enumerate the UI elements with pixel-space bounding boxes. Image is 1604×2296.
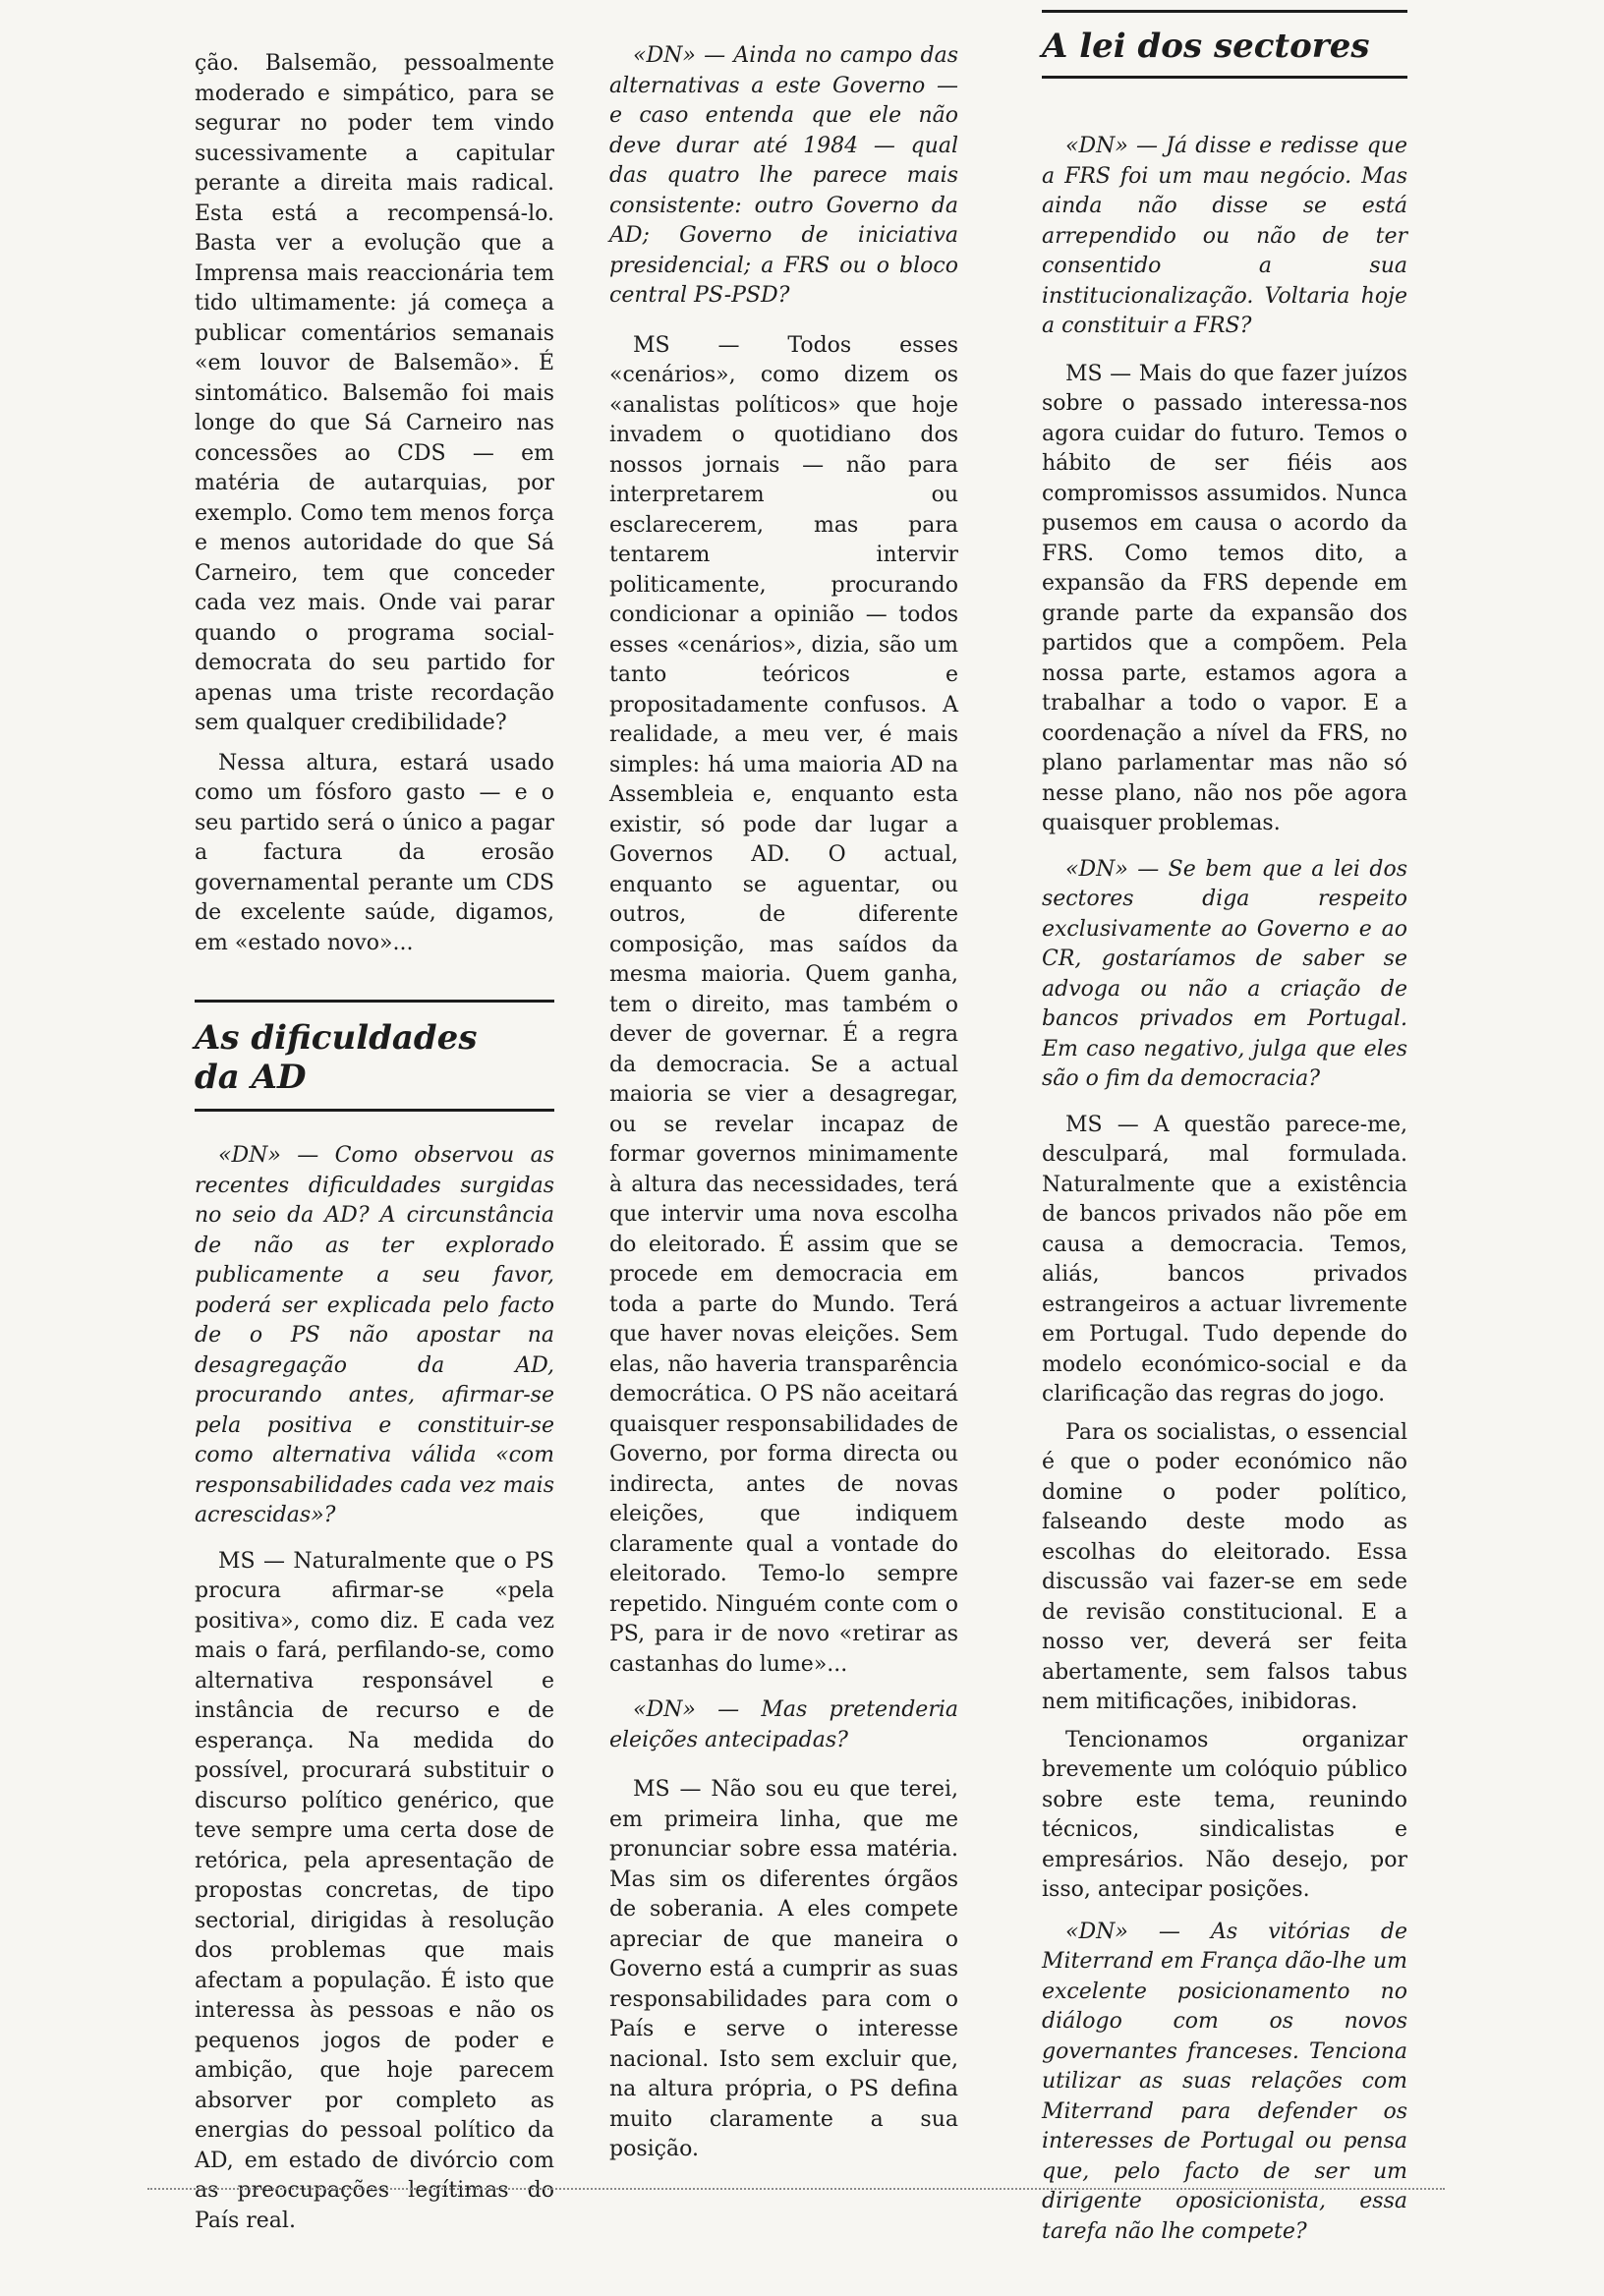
interview-answer: MS — Naturalmente que o PS procura afirmar-se «pela positiva», como diz. E cada vez mais o fará, perfilando-se, como alternativa responsável e instância de recurso e de esperança. Na medida do possível, procurará substituir o discurso político genérico, que teve sempre uma certa dose de retórica, pela apresentação de propostas concretas, de tipo sectorial, dirigidas à resolução dos problemas que mais afectam a população. É isto que interessa às pessoas e não os pequenos jogos de poder e ambição, que hoje parecem absorver por completo as energias do pessoal político da AD, em estado de divórcio com as preocupações legítimas do País real. — [195, 1548, 554, 2233]
interview-question: «DN» — Já disse e redisse que a FRS foi um mau negócio. Mas ainda não disse se está arrependido ou não de ter consentido a sua institucionalização. Voltaria hoje a constituir a FRS? — [1042, 134, 1407, 338]
interview-answer: MS — Não sou eu que terei, em primeira linha, que me pronunciar sobre essa matéria. Mas sim os diferentes órgãos de soberania. A eles compete apreciar de que maneira o Governo está a cumprir as suas responsabilidades para com o País e serve o interesse nacional. Isto sem excluir que, na altura própria, o PS defina muito claramente a sua posição. — [609, 1777, 958, 2161]
article-paragraph: ção. Balsemão, pessoalmente moderado e simpático, para se segurar no poder tem vindo sucessivamente a capitular perante a direita mais radical. Esta está a recompensá-lo. Basta ver a evolução que a Imprensa mais reaccionária tem tido ultimamente: já começa a publicar comentários semanais «em louvor de Balsemão». É sintomático. Balsemão foi mais longe do que Sá Carneiro nas concessões ao CDS — em matéria de autarquias, por exemplo. Como tem menos força e menos autoridade do que Sá Carneiro, tem que conceder cada vez mais. Onde vai parar quando o programa social-democrata do seu partido for apenas uma triste recordação sem qualquer credibilidade? — [195, 51, 554, 735]
scan-noise-line — [147, 2188, 1445, 2192]
column-1 — [195, 49, 554, 2236]
interview-question: «DN» — As vitórias de Miterrand em França dão-lhe um excelente posicionamento no diálogo com os novos governantes franceses. Tenciona utilizar as suas relações com Miterrand para defender os interesses de Portugal ou pensa que, pelo facto de ser um dirigente oposicionista, essa tarefa não lhe compete? — [1042, 1919, 1407, 2244]
column-2 — [609, 41, 958, 2165]
section-heading-lei-sectores: A lei dos sectores — [1042, 27, 1370, 66]
interview-question: «DN» — Ainda no campo das alternativas a este Governo — e caso entenda que ele não deve durar até 1984 — qual das quatro lhe parece mais consistente: outro Governo da AD; Governo de iniciativa presidencial; a FRS ou o bloco central PS-PSD? — [609, 43, 958, 308]
interview-question: «DN» — Mas pretenderia eleições antecipadas? — [609, 1697, 958, 1752]
article-paragraph: Tencionamos organizar brevemente um colóquio público sobre este tema, reunindo técnicos, sindicalistas e empresários. Não desejo, por isso, antecipar posições. — [1042, 1727, 1407, 1902]
interview-answer: MS — Todos esses «cenários», como dizem os «analistas políticos» que hoje invadem o quotidiano dos nossos jornais — não para interpretarem ou esclarecerem, mas para tentarem intervir politicamente, procurando condicionar a opinião — todos esses «cenários», dizia, são um tanto teóricos e propositadamente confusos. A realidade, a meu ver, é mais simples: há uma maioria AD na Assembleia e, enquanto esta existir, só pode dar lugar a Governos AD. O actual, enquanto se aguentar, ou outros, de diferente composição, mas saídos da mesma maioria. Quem ganha, tem o direito, mas também o dever de governar. É a regra da democracia. Se a actual maioria se vier a desagregar, ou se revelar incapaz de formar governos minimamente à altura das necessidades, terá que intervir uma nova escolha do eleitorado. É assim que se procede em democracia em toda a parte do Mundo. Terá que haver novas eleições. Sem elas, não haveria transparência democrática. O PS não aceitará quaisquer responsabilidades de Governo, por forma directa ou indirecta, antes de novas eleições, que indiquem claramente qual a vontade do eleitorado. Temo-lo sempre repetido. Ninguém conte com o PS, para ir de novo «retirar as castanhas do lume»... — [609, 332, 958, 1677]
interview-answer: MS — Mais do que fazer juízos sobre o passado interessa-nos agora cuidar do futuro. Temos o hábito de ser fiéis aos compromissos assumidos. Nunca pusemos em causa o acordo da FRS. Como temos dito, a expansão da FRS depende em grande parte da expansão dos partidos que a compõem. Pela nossa parte, estamos agora a trabalhar a todo o vapor. E a coordenação a nível da FRS, no plano parlamentar mas não só nesse plano, não nos põe agora quaisquer problemas. — [1042, 361, 1407, 835]
section-heading-dificuldades: As dificuldades da AD — [195, 1018, 478, 1097]
article-paragraph: Nessa altura, estará usado como um fósforo gasto — e o seu partido será o único a pagar a factura da erosão governamental perante um CDS de excelente saúde, digamos, em «estado novo»... — [195, 750, 554, 955]
column-3 — [1042, 10, 1407, 2247]
interview-answer: MS — A questão parece-me, desculpará, mal formulada. Naturalmente que a existência de bancos privados não põe em causa a democracia. Temos, aliás, bancos privados estrangeiros a actuar livremente em Portugal. Tudo depende do modelo económico-social e da clarificação das regras do jogo. — [1042, 1112, 1407, 1406]
article-paragraph: Para os socialistas, o essencial é que o poder económico não domine o poder político, falseando deste modo as escolhas do eleitorado. Essa discussão vai fazer-se em sede de revisão constitucional. E a nosso ver, deverá ser feita abertamente, sem falsos tabus nem mitificações, inibidoras. — [1042, 1419, 1407, 1714]
interview-question: «DN» — Se bem que a lei dos sectores diga respeito exclusivamente ao Governo e ao CR, gostaríamos de saber se advoga ou não a criação de bancos privados em Portugal. Em caso negativo, julga que eles são o fim da democracia? — [1042, 856, 1407, 1091]
interview-question: «DN» — Como observou as recentes dificuldades surgidas no seio da AD? A circunstância de não as ter explorado publicamente a seu favor, poderá ser explicada pelo facto de o PS não apostar na desagregação da AD, procurando antes, afirmar-se pela positiva e constituir-se como alternativa válida «com responsabilidades cada vez mais acrescidas»? — [195, 1143, 554, 1527]
